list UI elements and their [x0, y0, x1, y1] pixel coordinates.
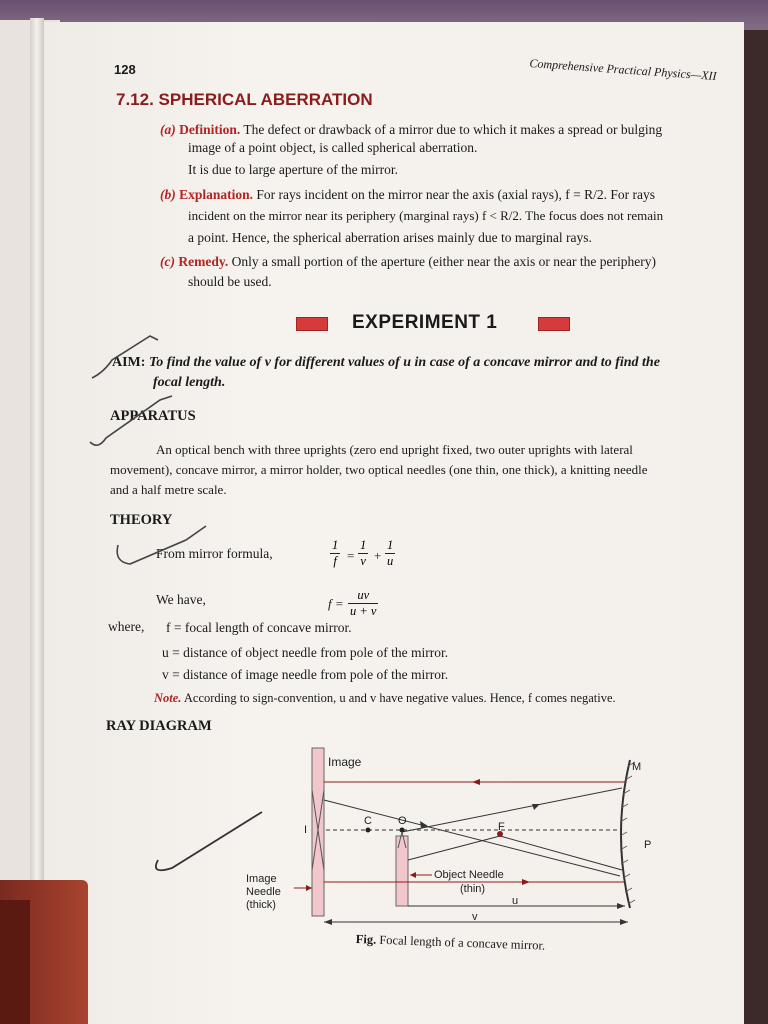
- figure-caption-text: Focal length of a concave mirror.: [379, 932, 546, 953]
- note-text: According to sign-convention, u and v have negative values. Hence, f comes negative.: [183, 691, 616, 705]
- page-number: 128: [114, 62, 136, 77]
- tick-mark-apparatus: [90, 396, 172, 445]
- item-a-line3: It is due to large aperture of the mirror.: [188, 162, 399, 177]
- formula1-term2: $\frac{1}{u}$: [387, 538, 394, 568]
- item-c-label: (c): [160, 254, 175, 269]
- figure-caption-prefix: Fig.: [355, 932, 377, 947]
- where-v: v = distance of image needle from pole of the mirror.: [162, 667, 449, 682]
- where-label: where,: [108, 619, 145, 634]
- point-O: [400, 828, 405, 833]
- we-have: We have,: [156, 592, 206, 607]
- item-b-text1: For rays incident on the mirror near the axis (axial rays), f = R/2. For rays: [256, 187, 656, 202]
- label-M: M: [632, 761, 642, 773]
- ray-reflected-1: [324, 800, 620, 876]
- mirror-hatching: [620, 762, 635, 904]
- label-image-needle-1: Image: [246, 873, 277, 885]
- where-u: u = distance of object needle from pole of the mirror.: [162, 645, 449, 660]
- ray-incident-3: [408, 836, 500, 860]
- item-a-line2: image of a point object, is called spherical aberration.: [188, 140, 478, 155]
- tick-mark-theory: [117, 526, 206, 564]
- label-C: C: [364, 815, 372, 827]
- ray-diagram: [240, 740, 660, 945]
- formula1-eq: =: [347, 548, 355, 563]
- apparatus-line2: movement), concave mirror, a mirror holder, two optical needles (one thin, one thick), a knitting needle: [110, 462, 648, 477]
- label-image-needle-3: (thick): [246, 899, 276, 911]
- where-f: f = focal length of concave mirror.: [166, 620, 352, 635]
- theory-from: From mirror formula,: [156, 546, 273, 561]
- experiment-title: EXPERIMENT 1: [352, 312, 498, 333]
- label-u: u: [512, 895, 519, 907]
- ray-reflected-3: [500, 836, 622, 870]
- label-image: Image: [328, 755, 362, 769]
- image-needle-pointer-head: [306, 885, 312, 891]
- aim-label: AIM:: [112, 355, 146, 370]
- label-object-needle: Object Needle: [434, 869, 504, 881]
- apparatus-heading: APPARATUS: [110, 408, 196, 424]
- ray-arrow-top: [472, 779, 480, 785]
- item-b-line2: incident on the mirror near its periphery (marginal rays) f < R/2. The focus does not remain: [188, 208, 664, 223]
- item-c-text1: Only a small portion of the aperture (either near the axis or near the periphery): [231, 254, 656, 269]
- item-a-term: Definition.: [179, 122, 241, 137]
- section-title: 7.12. SPHERICAL ABERRATION: [116, 90, 373, 109]
- item-c-line2: should be used.: [188, 274, 272, 289]
- ray-arrow-3: [532, 804, 540, 810]
- aim-text1: To find the value of v for different values of u in case of a concave mirror and to find the: [148, 355, 660, 370]
- running-title: Comprehensive Practical Physics—XII: [529, 56, 718, 84]
- item-a-label: (a): [160, 122, 176, 137]
- arrow-v-tail: [324, 919, 332, 925]
- apparatus-line3: and a half metre scale.: [110, 482, 227, 497]
- apparatus-line1: An optical bench with three uprights (zero end upright fixed, two outer uprights with lateral: [156, 442, 633, 457]
- label-image-needle-2: Needle: [246, 886, 281, 898]
- item-c-term: Remedy.: [178, 254, 229, 269]
- formula2-lhs: f =: [328, 596, 344, 611]
- arrow-v-head: [620, 919, 628, 925]
- formula1-plus: +: [374, 548, 382, 563]
- point-C: [366, 828, 371, 833]
- object-needle-pointer-head: [410, 872, 416, 878]
- label-P: P: [644, 839, 652, 851]
- note-label: Note.: [154, 691, 182, 705]
- item-b-label: (b): [160, 187, 176, 202]
- formula2-frac: $\frac{uv}{u + v}$: [350, 588, 377, 618]
- item-b-term: Explanation.: [179, 187, 254, 202]
- label-object-thin: (thin): [460, 883, 486, 895]
- formula1-term1: $\frac{1}{v}$: [360, 538, 367, 568]
- label-v: v: [472, 911, 478, 923]
- label-O: O: [398, 815, 407, 827]
- tick-mark-aim: [92, 336, 158, 378]
- theory-heading: THEORY: [110, 512, 173, 528]
- object-needle-post: [396, 836, 408, 906]
- item-a-text1: The defect or drawback of a mirror due to which it makes a spread or bulging: [243, 122, 663, 137]
- arrow-u-head: [617, 903, 625, 909]
- formula1-lhs: $\frac{1}{f}$: [332, 538, 339, 568]
- ray-incident-2: [402, 788, 622, 832]
- label-F: F: [498, 821, 505, 833]
- ray-arrow-bottom: [522, 879, 530, 885]
- label-I: I: [304, 824, 308, 836]
- aim-line2: focal length.: [153, 375, 226, 390]
- item-b-line3: a point. Hence, the spherical aberration arises mainly due to marginal rays.: [188, 230, 592, 245]
- ray-diagram-heading: RAY DIAGRAM: [106, 718, 212, 734]
